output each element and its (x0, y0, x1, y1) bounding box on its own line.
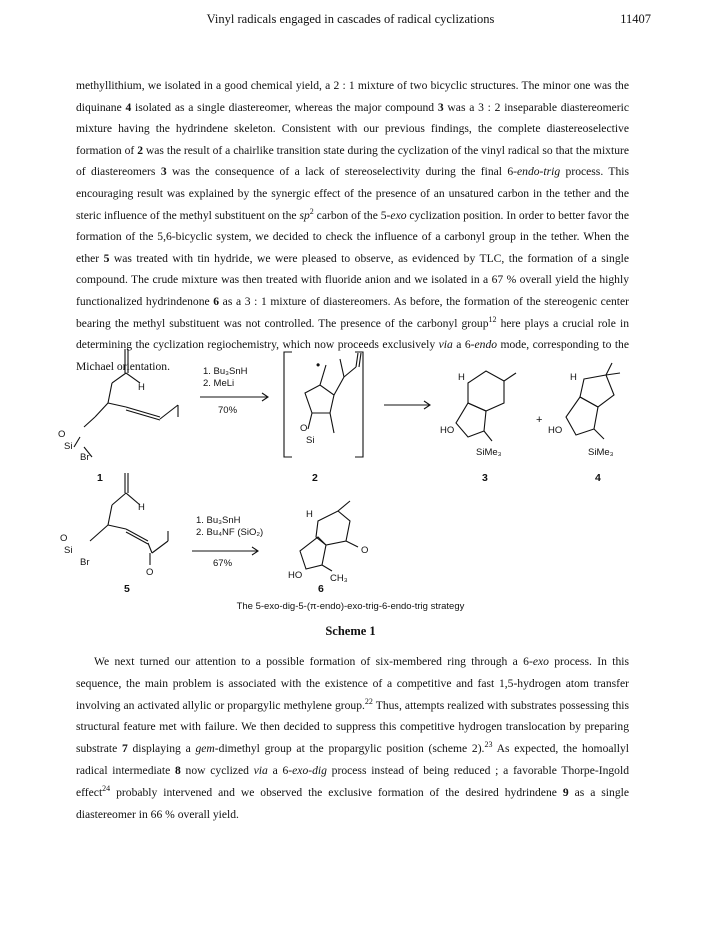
reagent-step-2: 2. MeLi (203, 378, 235, 389)
plus-sign: + (536, 414, 543, 426)
compound-ref: 4 (125, 100, 132, 114)
reagent-step-2: 2. Bu₄NF (SiO₂) (196, 527, 264, 538)
atom-label: H (138, 382, 145, 393)
atom-label: HO (548, 425, 563, 436)
compound-label: 5 (124, 583, 130, 595)
compound-ref: 3 (160, 165, 167, 179)
text-run: As expected, the homoallyl radical intermediate (76, 742, 629, 777)
text-run: We next turned our attention to a possible formation of six-membered ring through a 6- (94, 655, 533, 668)
compound-ref: 7 (121, 742, 128, 756)
italic-term: via (438, 338, 453, 352)
text-run: displaying a (127, 742, 196, 756)
atom-label: O (60, 533, 68, 544)
text-run: here plays a crucial role in determining the cyclization regiochemistry, which now proceeds exclusively (76, 316, 629, 352)
reaction-scheme (0, 345, 701, 645)
text-run: now cyclized (180, 763, 254, 777)
scheme-caption: The 5-exo-dig-5-(π-endo)-exo-trig-6-endo-trig strategy (236, 601, 465, 612)
reaction-arrow-3 (192, 547, 258, 555)
reagent-step-1: 1. Bu₃SnH (203, 366, 248, 377)
italic-term: endo (474, 338, 498, 352)
text-run: isolated as a single diastereomer, whereas the major compound (131, 100, 438, 114)
yield-label: 67% (213, 558, 233, 569)
compound-ref: 3 (437, 100, 444, 114)
atom-label: O (300, 423, 308, 434)
page-header (0, 8, 701, 28)
yield-label: 70% (218, 405, 238, 416)
compound-2-structure (305, 353, 361, 433)
compound-label: 2 (312, 472, 318, 484)
atom-label: H (306, 509, 313, 520)
text-run: process instead of being reduced ; a favorable Thorpe-Ingold effect (76, 763, 629, 799)
text-run: was the consequence of a lack of stereoselectivity during the final 6- (166, 165, 518, 179)
text-run: process. In this sequence, the main problem is associated with the existence of a competitive and fast 1,5-hydrogen atom transfer involving an activated allylic or propargylic methylene group. (76, 655, 629, 712)
italic-term: exo-dig (292, 763, 327, 777)
text-run: cyclization position. In order to better favor the formation of the 5,6-bicyclic system, we decided to check the influence of a carbonyl group in the tether. When the ether (76, 208, 629, 265)
atom-label: Br (80, 452, 90, 463)
scheme-title: Scheme 1 (325, 624, 376, 638)
text-run: Thus, attempts realized with substrates possessing this structural feature met with failure. We then decided to suppress this competitive hydrogen translocation by preparing substrate (76, 698, 629, 756)
atom-label: HO (288, 570, 303, 581)
body-paragraph-2 (76, 651, 629, 825)
compound-3-structure (456, 371, 516, 441)
text-run: was the result of a chairlike transition state during the cyclization of the vinyl radical so that the mixture of diastereomers (76, 143, 629, 179)
compound-ref: 5 (103, 251, 110, 265)
atom-label: SiMe₃ (588, 447, 614, 458)
text-run: -dimethyl group at the propargylic position (scheme 2). (214, 742, 485, 756)
running-title: Vinyl radicals engaged in cascades of radical cyclizations (206, 12, 495, 26)
atom-label: O (58, 429, 66, 440)
atom-label: HO (440, 425, 455, 436)
body-paragraph-1 (76, 75, 629, 377)
compound-label: 4 (595, 472, 601, 484)
atom-label: Si (64, 545, 73, 556)
atom-label: SiMe₃ (476, 447, 502, 458)
atom-label: H (458, 372, 465, 383)
text-run: process. This encouraging result was explained by the synergic effect of the presence of an unsatured carbon in the tether and the steric influence of the methyl substituent on the (76, 165, 630, 222)
italic-term: via (253, 763, 268, 777)
reaction-arrow-2 (384, 401, 430, 409)
compound-1-structure (74, 349, 178, 457)
page-number: 11407 (620, 12, 651, 26)
text-run: probably intervened and we observed the exclusive formation of the desired hydrindene (110, 785, 563, 799)
bracket-intermediate (284, 352, 363, 457)
compound-5-structure (90, 473, 168, 565)
text-run: methyllithium, we isolated in a good chemical yield, a 2 : 1 mixture of two bicyclic structures. The minor one was the diquinane (76, 79, 629, 114)
text-run: mode, corresponding to the Michael orientation. (76, 338, 629, 373)
compound-ref: 8 (175, 763, 181, 777)
scheme-drawing (0, 345, 701, 605)
atom-label: O (146, 567, 154, 578)
compound-label: 6 (318, 583, 324, 595)
citation-superscript: 12 (488, 314, 497, 324)
compound-label: 1 (97, 472, 103, 484)
citation-superscript: 22 (364, 696, 373, 706)
italic-term: exo (390, 208, 407, 222)
compound-ref: 9 (562, 785, 569, 799)
text-run: was treated with tin hydride, we were pleased to observe, as evidenced by TLC, the formation of a single compound. The crude mixture was then treated with fluoride anion and we isolated in a 67 % overall yield the highly functionalized hydrindenone (76, 251, 629, 308)
atom-label: Br (80, 557, 90, 568)
atom-label: CH₃ (330, 573, 348, 584)
italic-term: endo-trig (517, 165, 561, 179)
text-run: was a 3 : 2 inseparable diastereomeric mixture having the hydrindene skeleton. Consistent with our previous findings, the complete diastereoselective formation of (76, 100, 630, 157)
citation-superscript: 23 (484, 740, 493, 750)
compound-ref: 6 (213, 294, 220, 308)
text-run: as a 3 : 1 mixture of diastereomers. As before, the formation of the stereogenic center bearing the methyl substituent was not controlled. The presence of the carbonyl group (76, 294, 629, 330)
italic-term: gem (195, 742, 215, 756)
citation-superscript: 24 (102, 783, 111, 793)
superscript: 2 (309, 206, 314, 216)
compound-label: 3 (482, 472, 488, 484)
italic-term: sp (299, 208, 310, 222)
atom-label: H (570, 372, 577, 383)
atom-label: O (361, 545, 369, 556)
text-run: carbon of the 5- (313, 208, 391, 222)
italic-term: exo (532, 655, 549, 668)
atom-label: Si (64, 441, 73, 452)
compound-ref: 2 (137, 143, 143, 157)
text-run: a 6- (452, 338, 475, 352)
text-run: as a single diastereomer in 66 % overall yield. (76, 785, 629, 821)
reaction-arrow-1 (200, 393, 268, 401)
text-run: a 6- (267, 763, 293, 777)
reagent-step-1: 1. Bu₃SnH (196, 515, 241, 526)
atom-label: Si (306, 435, 315, 446)
atom-label: H (138, 502, 145, 513)
radical-dot: • (316, 358, 321, 372)
